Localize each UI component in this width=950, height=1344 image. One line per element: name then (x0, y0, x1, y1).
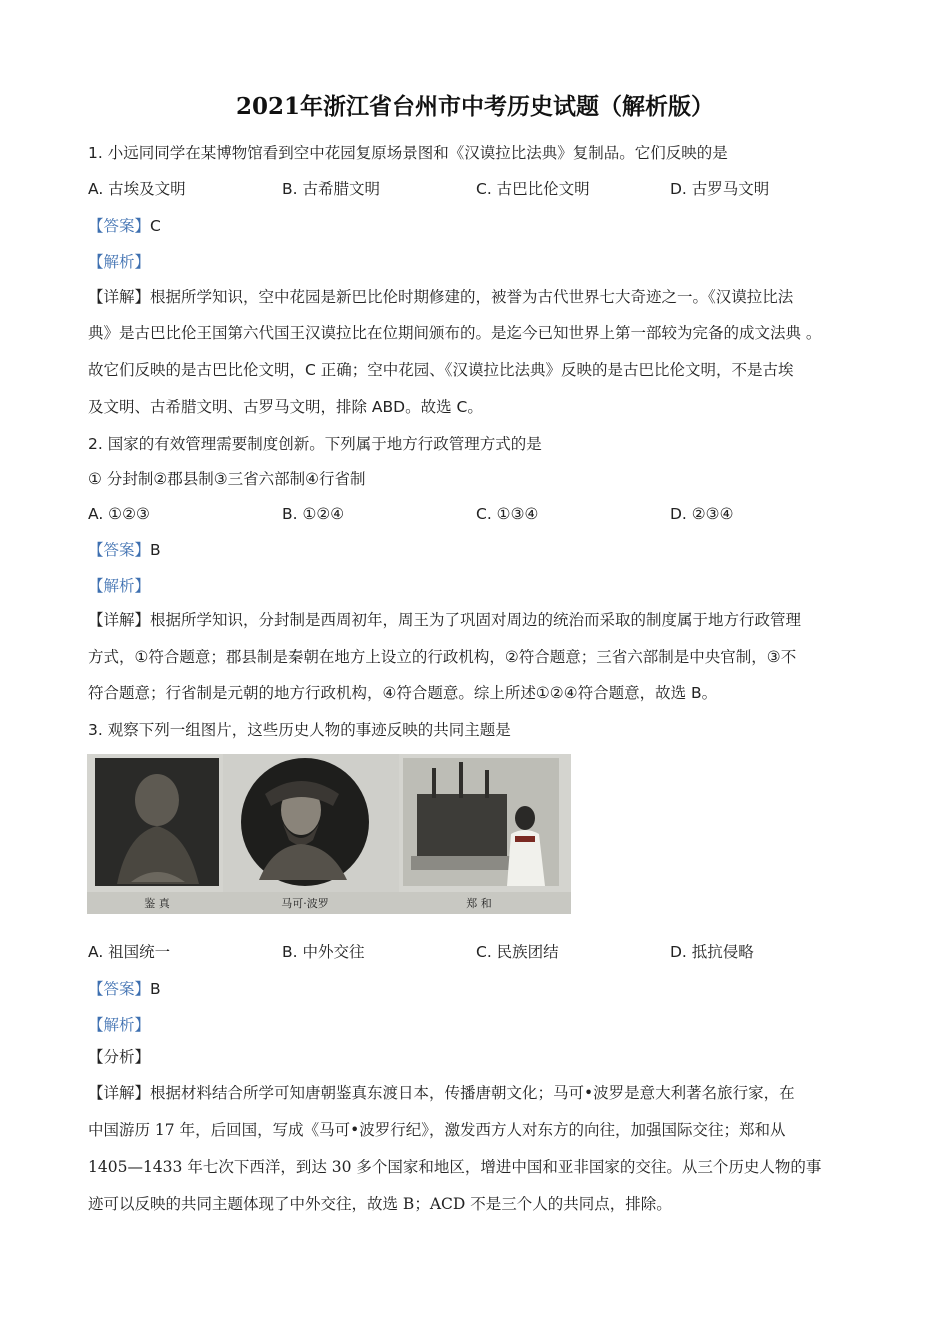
q3-option-a: A. 祖国统一 (88, 943, 171, 961)
q3-detail-line-4: 迹可以反映的共同主题体现了中外交往，故选 B；ACD 不是三个人的共同点，排除。 (88, 1195, 672, 1213)
answer-tag: 【答案】 (88, 541, 151, 559)
q2-detail-line-3: 符合题意；行省制是元朝的地方行政机构，④符合题意。综上所述①②④符合题意，故选 B。 (88, 684, 718, 702)
q3-answer (88, 979, 161, 999)
answer-tag: 【答案】 (88, 217, 151, 235)
q3-detail-line-3: 1405—1433 年七次下西洋，到达 30 多个国家和地区，增进中国和亚非国家的交往。从三个历史人物的事 (88, 1158, 822, 1176)
q2-stem: 2. 国家的有效管理需要制度创新。下列属于地方行政管理方式的是 (88, 435, 542, 453)
detail-text: 根据所学知识，分封制是西周初年，周王为了巩固对周边的统治而采取的制度属于地方行政管理 (150, 611, 802, 629)
q3-detail-line-1 (88, 1083, 795, 1103)
answer-tag: 【答案】 (88, 980, 151, 998)
detail-text: 根据所学知识，空中花园是新巴比伦时期修建的，被誉为古代世界七大奇迹之一。《汉谟拉比法 (150, 288, 794, 306)
q1-stem: 1. 小远同同学在某博物馆看到空中花园复原场景图和《汉谟拉比法典》复制品。它们反映的是 (88, 144, 728, 162)
q1-detail-line-2: 典》是古巴比伦王国第六代国王汉谟拉比在位期间颁布的。是迄今已知世界上第一部较为完备的成文法典 。 (88, 324, 822, 342)
q3-fenxi-tag: 【分析】 (88, 1048, 151, 1066)
q2-option-c: C. ①③④ (476, 505, 539, 523)
q1-option-a: A. 古埃及文明 (88, 180, 186, 198)
q1-detail-line-4: 及文明、古希腊文明、古罗马文明，排除 ABD。故选 C。 (88, 398, 483, 416)
detail-tag: 【详解】 (88, 1084, 151, 1102)
q1-analysis-tag: 【解析】 (88, 253, 151, 271)
detail-tag: 【详解】 (88, 288, 151, 306)
q3-detail-line-2: 中国游历 17 年，后回国，写成《马可•波罗行纪》，激发西方人对东方的向往，加强国际交往；郑和从 (88, 1121, 786, 1139)
detail-tag: 【详解】 (88, 611, 151, 629)
q1-detail-line-1 (88, 287, 793, 307)
caption-jianzhen: 鉴 真 (144, 897, 170, 910)
q3-analysis-tag: 【解析】 (88, 1016, 151, 1034)
q3-option-d: D. 抵抗侵略 (670, 943, 754, 961)
q1-answer (88, 216, 161, 236)
detail-text: 根据材料结合所学可知唐朝鉴真东渡日本，传播唐朝文化；马可•波罗是意大利著名旅行家，在 (150, 1084, 795, 1102)
q3-stem: 3. 观察下列一组图片，这些历史人物的事迹反映的共同主题是 (88, 721, 511, 739)
caption-marco-polo: 马可·波罗 (281, 897, 329, 910)
q1-option-b: B. 古希腊文明 (282, 180, 380, 198)
q1-detail-line-3: 故它们反映的是古巴比伦文明，C 正确；空中花园、《汉谟拉比法典》反映的是古巴比伦文明，不是古埃 (88, 361, 794, 379)
q2-answer (88, 540, 161, 560)
q2-detail-line-2: 方式，①符合题意；郡县制是秦朝在地方上设立的行政机构，②符合题意；三省六部制是中央官制，③不 (88, 648, 797, 666)
q3-option-c: C. 民族团结 (476, 943, 559, 961)
q2-answer-value: B (150, 541, 161, 559)
q1-answer-value: C (150, 217, 161, 235)
page-title: 2021年浙江省台州市中考历史试题（解析版） (235, 93, 714, 120)
historical-figures-image (87, 754, 571, 914)
figures-illustration (87, 754, 571, 914)
caption-zheng-he: 郑 和 (466, 897, 492, 910)
q2-sub-items: ① 分封制②郡县制③三省六部制④行省制 (88, 470, 366, 488)
q1-option-d: D. 古罗马文明 (670, 180, 770, 198)
q3-option-b: B. 中外交往 (282, 943, 365, 961)
q2-analysis-tag: 【解析】 (88, 577, 151, 595)
q1-option-c: C. 古巴比伦文明 (476, 180, 590, 198)
q2-option-d: D. ②③④ (670, 505, 734, 523)
q2-option-b: B. ①②④ (282, 505, 345, 523)
q2-detail-line-1 (88, 610, 801, 630)
q2-option-a: A. ①②③ (88, 505, 150, 523)
q3-answer-value: B (150, 980, 161, 998)
